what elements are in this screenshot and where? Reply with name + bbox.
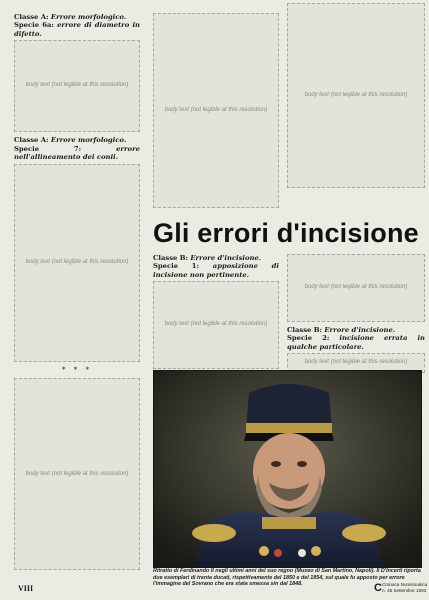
section-heading-wrong-detail <box>287 326 425 351</box>
heading-class-label: Classe A: <box>14 136 49 145</box>
publication-name: Cronaca Numismatica <box>382 582 428 587</box>
heading-specie-label: Specie 7: <box>14 144 82 153</box>
heading-specie-label: Specie 1: <box>153 262 200 271</box>
heading-title: Errore morfologico. <box>50 13 127 21</box>
heading-specie-label: Specie 2: <box>287 334 330 343</box>
body-text-block: body text (not legible at this resolution) <box>287 353 425 373</box>
publication-logo-icon: C <box>374 582 382 594</box>
column-middle-lower <box>153 254 279 373</box>
section-divider-stars: * * * <box>62 365 92 374</box>
heading-title: Errore d'incisione. <box>190 254 262 262</box>
article-title: Gli errori d'incisione <box>153 218 419 248</box>
body-text-block: body text (not legible at this resolution) <box>153 13 279 208</box>
column-middle <box>153 13 279 212</box>
publication-issue: n. 45 Settembre 1993 <box>382 587 427 593</box>
portrait-illustration <box>154 371 421 567</box>
heading-description: errore nell'allineamento dei conii. <box>14 144 140 162</box>
heading-description: apposizione di incisione non pertinente. <box>153 262 279 279</box>
page-number: VIII <box>18 584 34 593</box>
heading-description: incisione errata in qualche particolare. <box>287 334 425 351</box>
heading-specie-label: Specie 6a: <box>14 21 54 30</box>
publication-footer <box>374 582 429 594</box>
heading-title: Errore morfologico. <box>50 136 127 145</box>
column-right <box>287 3 425 192</box>
body-text-block: body text (not legible at this resolution) <box>153 281 279 369</box>
body-text-block: body text (not legible at this resolution) <box>287 3 425 188</box>
body-text-block: body text (not legible at this resolution) <box>287 254 425 322</box>
heading-class-label: Classe B: <box>287 326 322 334</box>
body-text-block: body text (not legible at this resolution) <box>14 40 140 132</box>
heading-class-label: Classe B: <box>153 254 188 262</box>
photo-caption: Ritratto di Ferdinando II negli ultimi anni del suo regno (Museo di San Martino, Napoli). Il D'Incerti riporta due esemplari di trenta ducati, rispettivamente del 1850 e del 1854, sul quale fu apposto per errore l'immagine del Sovrano che era stata smessa sin dal 1848. <box>153 568 421 588</box>
section-heading-alignment-error <box>14 136 140 161</box>
heading-class-label: Classe A: <box>14 13 49 21</box>
body-text-block: body text (not legible at this resolution) <box>14 164 140 362</box>
column-right-lower <box>287 254 425 377</box>
heading-title: Errore d'incisione. <box>324 326 396 334</box>
column-left <box>14 13 140 574</box>
heading-description: errore di diametro in difetto. <box>14 21 140 38</box>
portrait-photo <box>153 370 422 568</box>
section-heading-non-pertinent <box>153 254 279 279</box>
body-text-block: body text (not legible at this resolution) <box>14 378 140 570</box>
section-heading-diameter-error <box>14 13 140 38</box>
